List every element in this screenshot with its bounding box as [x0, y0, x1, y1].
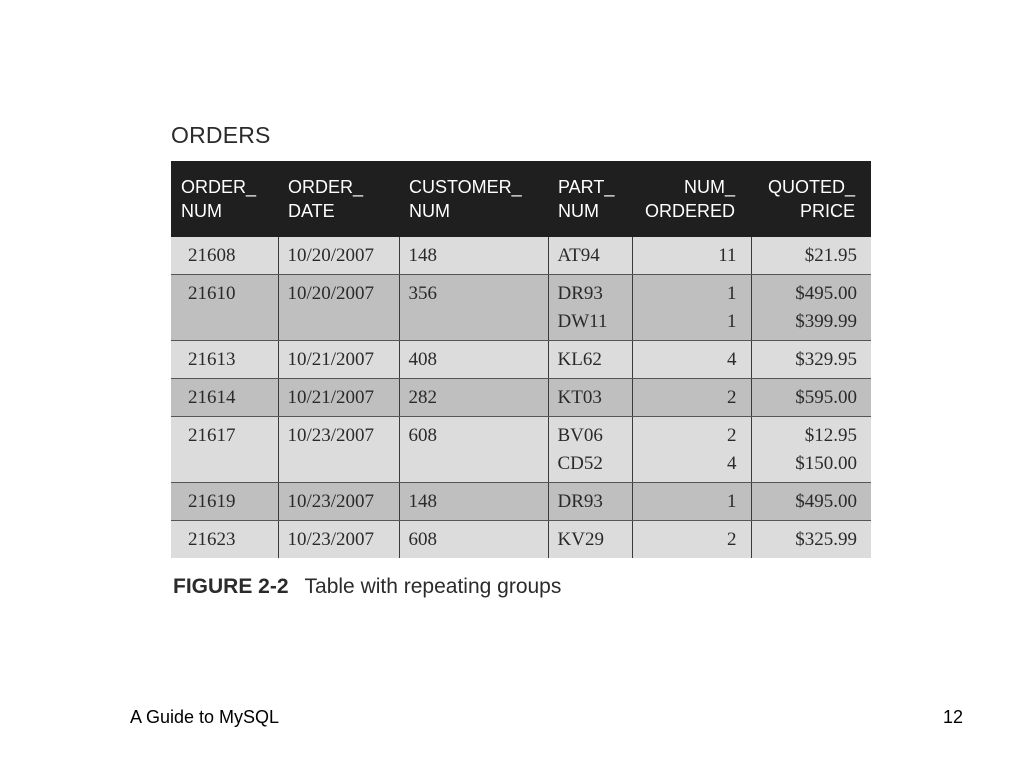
num-ordered-cell: [632, 521, 751, 559]
header-line: PRICE: [799, 201, 855, 221]
orders-table: [171, 161, 871, 558]
quoted-price-cell: [751, 521, 871, 559]
order-num-cell: 21614: [171, 379, 278, 417]
order-date-cell: 10/23/2007: [278, 417, 399, 483]
num-ordered-cell: [632, 417, 751, 483]
customer-num-cell: 408: [399, 341, 548, 379]
customer-num-cell: 148: [399, 237, 548, 275]
part-num: KT03: [557, 387, 602, 408]
part-num: DR93: [557, 491, 603, 512]
quoted-price: $150.00: [795, 453, 857, 474]
table-row: [171, 341, 871, 379]
quoted-price-cell: [751, 379, 871, 417]
num-ordered-cell: [632, 275, 751, 341]
num-ordered: 1: [727, 283, 737, 304]
header-line: ORDERED: [644, 201, 735, 221]
header-line: ORDER_: [288, 177, 364, 197]
order-num-cell: 21610: [171, 275, 278, 341]
table-row: [171, 483, 871, 521]
part-num-cell: [548, 237, 632, 275]
customer-num-cell: 608: [399, 521, 548, 559]
part-num: DR93: [557, 283, 603, 304]
header-line: NUM: [409, 201, 450, 221]
order-date-cell: 10/23/2007: [278, 521, 399, 559]
column-header-order-date: [278, 161, 399, 237]
num-ordered: 4: [727, 349, 737, 370]
quoted-price: $399.99: [795, 311, 857, 332]
num-ordered-cell: [632, 379, 751, 417]
quoted-price: $495.00: [795, 283, 857, 304]
table-title: ORDERS: [171, 122, 271, 148]
quoted-price-cell: [751, 417, 871, 483]
part-num-cell: [548, 417, 632, 483]
header-line: PART_: [558, 177, 615, 197]
part-num: KV29: [557, 529, 604, 550]
column-header-num-ordered: [632, 161, 751, 237]
order-num-cell: 21617: [171, 417, 278, 483]
part-num: CD52: [557, 453, 603, 474]
part-num-cell: [548, 483, 632, 521]
header-line: CUSTOMER_: [409, 177, 522, 197]
order-num-cell: 21619: [171, 483, 278, 521]
customer-num-cell: 608: [399, 417, 548, 483]
quoted-price-cell: [751, 341, 871, 379]
table-row: [171, 379, 871, 417]
order-num-cell: 21608: [171, 237, 278, 275]
part-num: AT94: [557, 245, 600, 266]
header-line: ORDER_: [181, 177, 257, 197]
header-row: [171, 161, 871, 237]
quoted-price-cell: [751, 275, 871, 341]
num-ordered: 2: [727, 425, 737, 446]
header-line: NUM: [558, 201, 599, 221]
quoted-price: $21.95: [804, 245, 857, 266]
table-row: [171, 275, 871, 341]
order-date-cell: 10/20/2007: [278, 275, 399, 341]
table-row: [171, 521, 871, 559]
column-header-part-num: [548, 161, 632, 237]
order-date-cell: 10/21/2007: [278, 341, 399, 379]
order-date-cell: 10/23/2007: [278, 483, 399, 521]
quoted-price: $595.00: [795, 387, 857, 408]
quoted-price: $12.95: [804, 425, 857, 446]
header-line: NUM: [181, 201, 222, 221]
order-num-cell: 21623: [171, 521, 278, 559]
num-ordered-cell: [632, 237, 751, 275]
order-num-cell: 21613: [171, 341, 278, 379]
table-row: [171, 417, 871, 483]
column-header-customer-num: [399, 161, 548, 237]
quoted-price-cell: [751, 483, 871, 521]
column-header-order-num: [171, 161, 278, 237]
header-line: QUOTED_: [767, 177, 855, 197]
part-num-cell: [548, 379, 632, 417]
figure-caption-text: Table with repeating groups: [304, 575, 562, 598]
num-ordered: 1: [727, 311, 737, 332]
header-line: DATE: [288, 201, 335, 221]
order-date-cell: 10/21/2007: [278, 379, 399, 417]
figure-caption: [173, 575, 561, 599]
part-num-cell: [548, 275, 632, 341]
num-ordered-cell: [632, 341, 751, 379]
num-ordered: 2: [727, 387, 737, 408]
part-num-cell: [548, 341, 632, 379]
num-ordered-cell: [632, 483, 751, 521]
footer-book-title: A Guide to MySQL: [130, 707, 280, 727]
num-ordered: 4: [727, 453, 737, 474]
customer-num-cell: 148: [399, 483, 548, 521]
part-num: BV06: [557, 425, 603, 446]
quoted-price: $329.95: [795, 349, 857, 370]
quoted-price: $325.99: [795, 529, 857, 550]
column-header-quoted-price: [751, 161, 871, 237]
quoted-price-cell: [751, 237, 871, 275]
num-ordered: 1: [727, 491, 737, 512]
order-date-cell: 10/20/2007: [278, 237, 399, 275]
customer-num-cell: 356: [399, 275, 548, 341]
page-number: 12: [942, 707, 963, 727]
num-ordered: 2: [727, 529, 737, 550]
num-ordered: 11: [718, 245, 737, 266]
customer-num-cell: 282: [399, 379, 548, 417]
part-num: KL62: [557, 349, 602, 370]
figure-label: FIGURE 2-2: [173, 575, 289, 598]
quoted-price: $495.00: [795, 491, 857, 512]
part-num: DW11: [557, 311, 608, 332]
part-num-cell: [548, 521, 632, 559]
table-row: [171, 237, 871, 275]
header-line: NUM_: [683, 177, 735, 197]
